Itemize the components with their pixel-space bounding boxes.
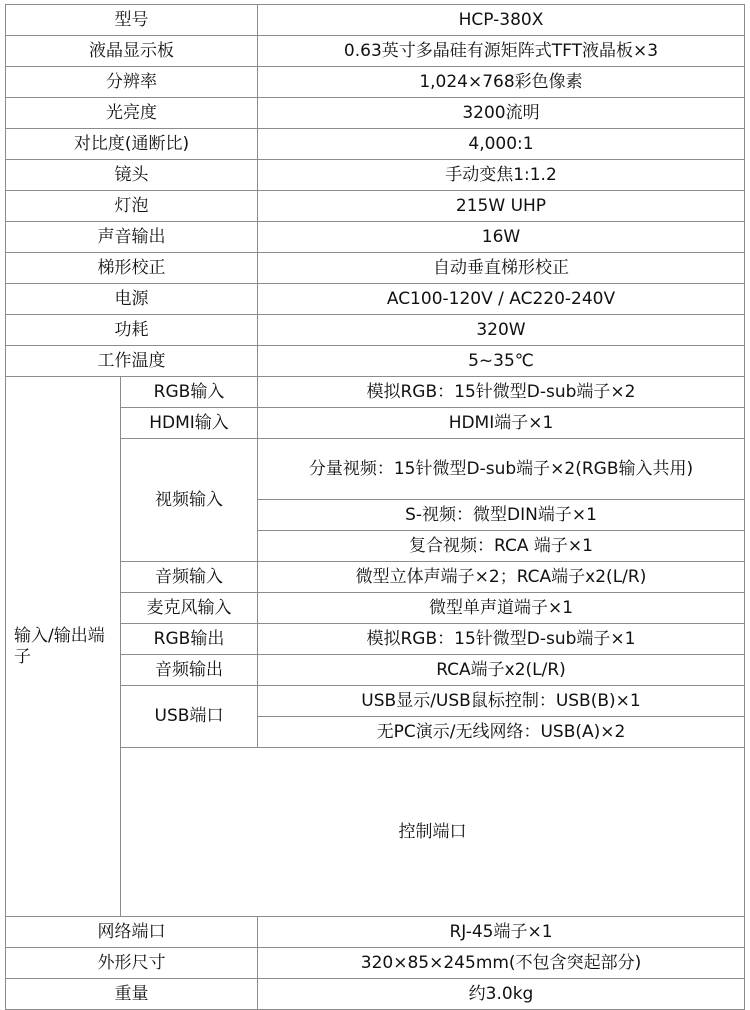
spec-label: 镜头 [6,160,258,191]
spec-row-brightness [6,98,745,129]
spec-value: 0.63英寸多晶硅有源矩阵式TFT液晶板×3 [258,36,745,67]
spec-value: 3200流明 [258,98,745,129]
io-value: 无PC演示/无线网络：USB(A)×2 [258,717,745,748]
io-value: 分量视频：15针微型D-sub端子×2(RGB输入共用) [258,439,745,500]
spec-label: 功耗 [6,315,258,346]
spec-row-lens [6,160,745,191]
io-sub-label: USB端口 [121,686,258,748]
spec-label: 重量 [6,979,258,1010]
io-value: 模拟RGB：15针微型D-sub端子×1 [258,624,745,655]
spec-row-dimensions [6,948,745,979]
io-sub-label: 视频输入 [121,439,258,562]
io-sub-label: HDMI输入 [121,408,258,439]
spec-label: 光亮度 [6,98,258,129]
spec-label: 外形尺寸 [6,948,258,979]
io-value: 微型立体声端子×2；RCA端子x2(L/R) [258,562,745,593]
spec-label: 灯泡 [6,191,258,222]
spec-value: 320W [258,315,745,346]
io-group-label: 输入/输出端子 [14,625,105,667]
spec-label: 网络端口 [6,917,258,948]
spec-value: HCP-380X [258,5,745,36]
spec-row-network-port [6,917,745,948]
spec-row-power-supply [6,284,745,315]
spec-value: 自动垂直梯形校正 [258,253,745,284]
spec-row-contrast [6,129,745,160]
spec-value: RJ-45端子×1 [258,917,745,948]
io-value: USB显示/USB鼠标控制：USB(B)×1 [258,686,745,717]
spec-value: 4,000:1 [258,129,745,160]
spec-label: 液晶显示板 [6,36,258,67]
io-value: 复合视频：RCA 端子×1 [258,531,745,562]
spec-row-rgb-input [6,377,745,408]
io-sub-label: RGB输入 [121,377,258,408]
spec-row-lcd-panel [6,36,745,67]
io-group-label-cell [6,377,121,917]
spec-value: 5~35℃ [258,346,745,377]
spec-label: 电源 [6,284,258,315]
io-value: S-视频：微型DIN端子×1 [258,500,745,531]
spec-row-power-consumption [6,315,745,346]
spec-label: 对比度(通断比) [6,129,258,160]
spec-row-audio-output [6,222,745,253]
spec-label: 梯形校正 [6,253,258,284]
spec-value: 320×85×245mm(不包含突起部分) [258,948,745,979]
io-value: HDMI端子×1 [258,408,745,439]
spec-row-operating-temp [6,346,745,377]
io-value: RCA端子x2(L/R) [258,655,745,686]
spec-value: AC100-120V / AC220-240V [258,284,745,315]
spec-label: 控制端口 [121,748,745,917]
spec-table [5,4,745,1010]
spec-label: 声音输出 [6,222,258,253]
spec-label: 工作温度 [6,346,258,377]
io-sub-label: 麦克风输入 [121,593,258,624]
spec-label: 分辨率 [6,67,258,98]
spec-label: 型号 [6,5,258,36]
io-sub-label: 音频输出 [121,655,258,686]
spec-row-model [6,5,745,36]
spec-row-keystone [6,253,745,284]
io-sub-label: 音频输入 [121,562,258,593]
spec-value: 约3.0kg [258,979,745,1010]
spec-value: 手动变焦1:1.2 [258,160,745,191]
spec-row-resolution [6,67,745,98]
io-sub-label: RGB输出 [121,624,258,655]
io-value: 模拟RGB：15针微型D-sub端子×2 [258,377,745,408]
spec-value: 16W [258,222,745,253]
spec-row-lamp [6,191,745,222]
spec-value: 215W UHP [258,191,745,222]
spec-row-weight [6,979,745,1010]
io-value: 微型单声道端子×1 [258,593,745,624]
spec-value: 1,024×768彩色像素 [258,67,745,98]
